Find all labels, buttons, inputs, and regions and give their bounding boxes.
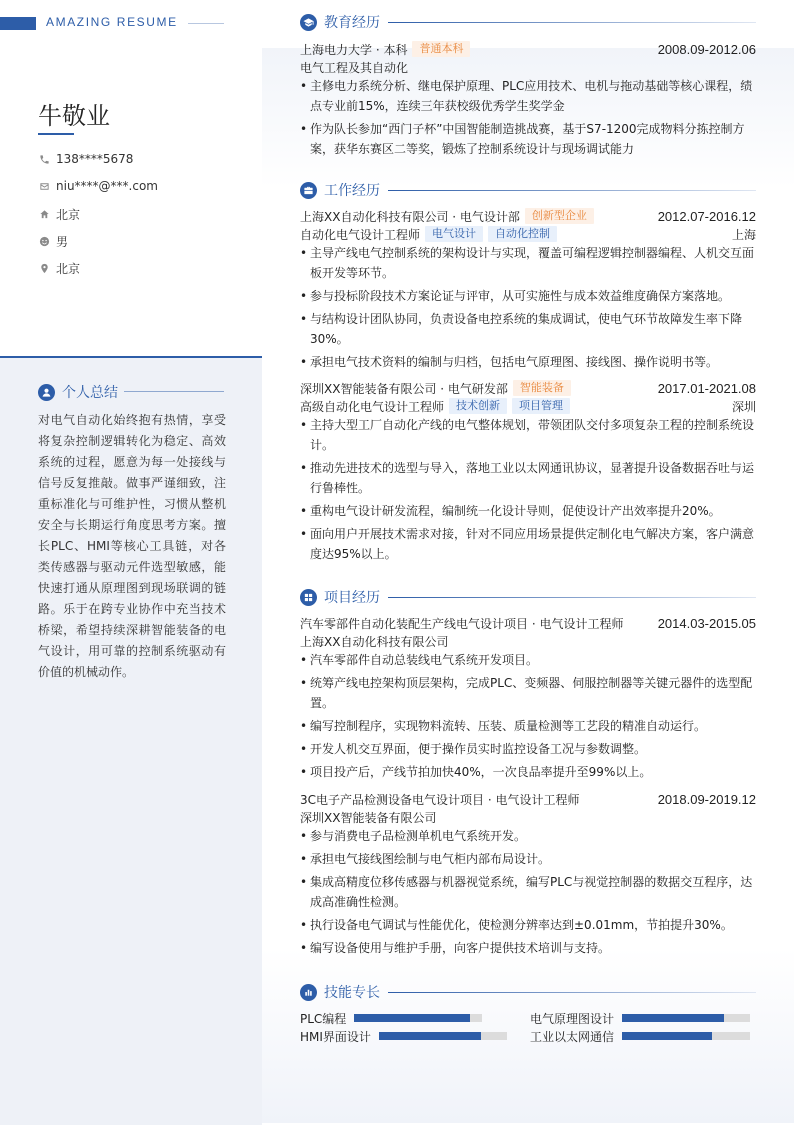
list-item: • 集成高精度位移传感器与机器视觉系统，编写PLC与视觉控制器的数据交互程序，达成高准确性检测。: [300, 872, 756, 912]
list-item: • 开发人机交互界面，便于操作员实时监控设备工况与参数调整。: [300, 739, 756, 759]
skill-level-bar: [622, 1032, 750, 1040]
job-2-company-row: [300, 379, 756, 397]
list-item: • 编写控制程序，实现物料流转、压装、质量检测等工艺段的精准自动运行。: [300, 716, 756, 736]
skills-divider: [388, 992, 756, 993]
job-1-tag: 电气设计: [425, 226, 483, 242]
face-icon: [38, 236, 50, 248]
education-divider: [388, 22, 756, 23]
project-1-date: 2014.03-2015.05: [657, 615, 756, 631]
skills-title: 技能专长: [324, 985, 380, 1001]
skills-header: [300, 982, 756, 1002]
skill-level-bar: [354, 1014, 482, 1022]
skill-level-fill: [379, 1032, 481, 1040]
job-2-tag: 项目管理: [512, 398, 570, 414]
project-2-company-row: [300, 808, 756, 826]
skill-item: [530, 1010, 750, 1026]
skill-item: [300, 1010, 482, 1026]
job-1-tag: 自动化控制: [488, 226, 557, 242]
job-2-role: 高级自动化电气设计工程师: [300, 399, 445, 414]
projects-title: 项目经历: [324, 590, 380, 606]
project-1-name-row: [300, 614, 756, 632]
list-item: • 推动先进技术的选型与导入，落地工业以太网通讯协议，显著提升设备数据吞吐与运行鲁棒性。: [300, 458, 756, 498]
email-value: niu****@***.com: [56, 179, 158, 193]
job-1-city: 上海: [731, 227, 756, 242]
job-2-tag: 技术创新: [449, 398, 507, 414]
phone-info: [38, 152, 133, 166]
briefcase-icon: [300, 182, 317, 199]
major: 电气工程及其自动化: [300, 60, 409, 75]
skill-item: [300, 1028, 507, 1044]
list-item: • 承担电气技术资料的编制与归档，包括电气原理图、接线图、操作说明书等。: [300, 352, 756, 372]
job-1-company-tag: 创新型企业: [525, 208, 594, 224]
brand-bar: [0, 17, 36, 30]
mail-icon: [38, 180, 50, 192]
school-tag: 普通本科: [412, 41, 470, 57]
skill-level-fill: [622, 1032, 712, 1040]
list-item: • 项目投产后，产线节拍加快40%，一次良品率提升至99%以上。: [300, 762, 756, 782]
education-date: 2008.09-2012.06: [657, 41, 756, 57]
list-item: • 主导产线电气控制系统的架构设计与实现，覆盖可编程逻辑控制器编程、人机交互面板开发等环节。: [300, 243, 756, 283]
job-1-company-row: [300, 207, 756, 225]
list-item: • 承担电气接线图绘制与电气柜内部布局设计。: [300, 849, 756, 869]
skill-item: [530, 1028, 750, 1044]
job-1-bullets: [300, 243, 756, 375]
education-header: [300, 12, 756, 32]
home-icon: [38, 209, 50, 221]
list-item: • 主持大型工厂自动化产线的电气整体规划，带领团队交付多项复杂工程的控制系统设计。: [300, 415, 756, 455]
education-title: 教育经历: [324, 15, 380, 31]
job-2-date: 2017.01-2021.08: [657, 380, 756, 396]
project-2-company: 深圳XX智能装备有限公司: [300, 810, 437, 825]
project-1-company: 上海XX自动化科技有限公司: [300, 634, 449, 649]
summary-divider: [124, 391, 224, 392]
project-2-date: 2018.09-2019.12: [657, 791, 756, 807]
list-item: • 编写设备使用与维护手册，向客户提供技术培训与支持。: [300, 938, 756, 958]
skill-name: PLC编程: [300, 1011, 347, 1026]
hometown-info: [38, 260, 80, 277]
skill-level-bar: [379, 1032, 507, 1040]
project-1-bullets: [300, 650, 756, 785]
project-1-name: 汽车零部件自动化装配生产线电气设计项目 · 电气设计工程师: [300, 616, 624, 631]
grid-icon: [300, 589, 317, 606]
project-1-company-row: [300, 632, 756, 650]
list-item: • 重构电气设计研发流程，编制统一化设计导则，促使设计产出效率提升20%。: [300, 501, 756, 521]
education-bullets: [300, 76, 756, 162]
school-name: 上海电力大学 · 本科: [300, 42, 408, 57]
graduation-cap-icon: [300, 14, 317, 31]
job-2-bullets: [300, 415, 756, 567]
list-item: • 作为队长参加“西门子杯”中国智能制造挑战赛，基于S7-1200完成物料分拣控制方案，获华东赛区二等奖，锻炼了控制系统设计与现场调试能力: [300, 119, 756, 159]
job-2-company: 深圳XX智能装备有限公司 · 电气研发部: [300, 381, 508, 396]
hometown-value: 北京: [56, 262, 81, 276]
gender-info: [38, 233, 68, 250]
job-1-date: 2012.07-2016.12: [657, 208, 756, 224]
location-pin-icon: [38, 263, 50, 275]
name-underline: [38, 133, 74, 135]
phone-value: 138****5678: [56, 152, 134, 166]
bar-chart-icon: [300, 984, 317, 1001]
job-2-role-row: [300, 397, 756, 415]
work-divider: [388, 190, 756, 191]
user-icon: [38, 384, 55, 401]
location-value: 北京: [56, 208, 81, 222]
job-2-city: 深圳: [731, 399, 756, 414]
job-1-role: 自动化电气设计工程师: [300, 227, 421, 242]
education-major-row: [300, 58, 756, 76]
skill-name: 工业以太网通信: [530, 1029, 615, 1044]
projects-header: [300, 587, 756, 607]
list-item: • 执行设备电气调试与性能优化，使检测分辨率达到±0.01mm，节拍提升30%。: [300, 915, 756, 935]
project-2-name-row: [300, 790, 756, 808]
job-1-company: 上海XX自动化科技有限公司 · 电气设计部: [300, 209, 520, 224]
location-info: [38, 206, 80, 223]
list-item: • 统筹产线电控架构顶层架构，完成PLC、变频器、伺服控制器等关键元器件的选型配置。: [300, 673, 756, 713]
job-2-company-tag: 智能装备: [513, 380, 571, 396]
list-item: • 与结构设计团队协同，负责设备电控系统的集成调试，使电气环节故障发生率下降30%。: [300, 309, 756, 349]
skill-name: HMI界面设计: [300, 1029, 371, 1044]
projects-divider: [388, 597, 756, 598]
job-1-role-row: [300, 225, 756, 243]
work-header: [300, 180, 756, 200]
gender-value: 男: [56, 235, 69, 249]
list-item: • 主修电力系统分析、继电保护原理、PLC应用技术、电机与拖动基础等核心课程，绩点专业前15%，连续三年获校级优秀学生奖学金: [300, 76, 756, 116]
project-2-name: 3C电子产品检测设备电气设计项目 · 电气设计工程师: [300, 792, 580, 807]
phone-icon: [38, 153, 50, 165]
candidate-name: 牛敬业: [38, 102, 110, 130]
skill-level-fill: [622, 1014, 724, 1022]
list-item: • 面向用户开展技术需求对接，针对不同应用场景提供定制化电气解决方案，客户满意度达95%以上。: [300, 524, 756, 564]
summary-header: [38, 382, 118, 402]
brand-divider: [188, 23, 224, 24]
list-item: • 汽车零部件自动总装线电气系统开发项目。: [300, 650, 756, 670]
summary-title: 个人总结: [62, 385, 118, 401]
project-2-bullets: [300, 826, 756, 961]
email-info: [38, 179, 158, 193]
list-item: • 参与投标阶段技术方案论证与评审，从可实施性与成本效益维度确保方案落地。: [300, 286, 756, 306]
summary-text: 对电气自动化始终抱有热情，享受将复杂控制逻辑转化为稳定、高效系统的过程，愿意为每一处接线与信号反复推敲。做事严谨细致，注重标准化与可维护性，习惯从整机安全与长期运行角度思考方案。擅长PLC、HMI等核心工具链，对各类传感器与驱动元件选型敏感，能快速打通从原理图到现场联调的链路。乐于在跨专业协作中充当技术桥梁，希望持续深耕智能装备的电气设计，用可靠的控制系统驱动有价值的机械动作。: [38, 413, 226, 679]
work-title: 工作经历: [324, 183, 380, 199]
brand-text: AMAZING RESUME: [46, 15, 178, 29]
skill-level-bar: [622, 1014, 750, 1022]
list-item: • 参与消费电子品检测单机电气系统开发。: [300, 826, 756, 846]
skill-name: 电气原理图设计: [530, 1011, 615, 1026]
education-school-row: [300, 40, 756, 58]
skill-level-fill: [354, 1014, 469, 1022]
